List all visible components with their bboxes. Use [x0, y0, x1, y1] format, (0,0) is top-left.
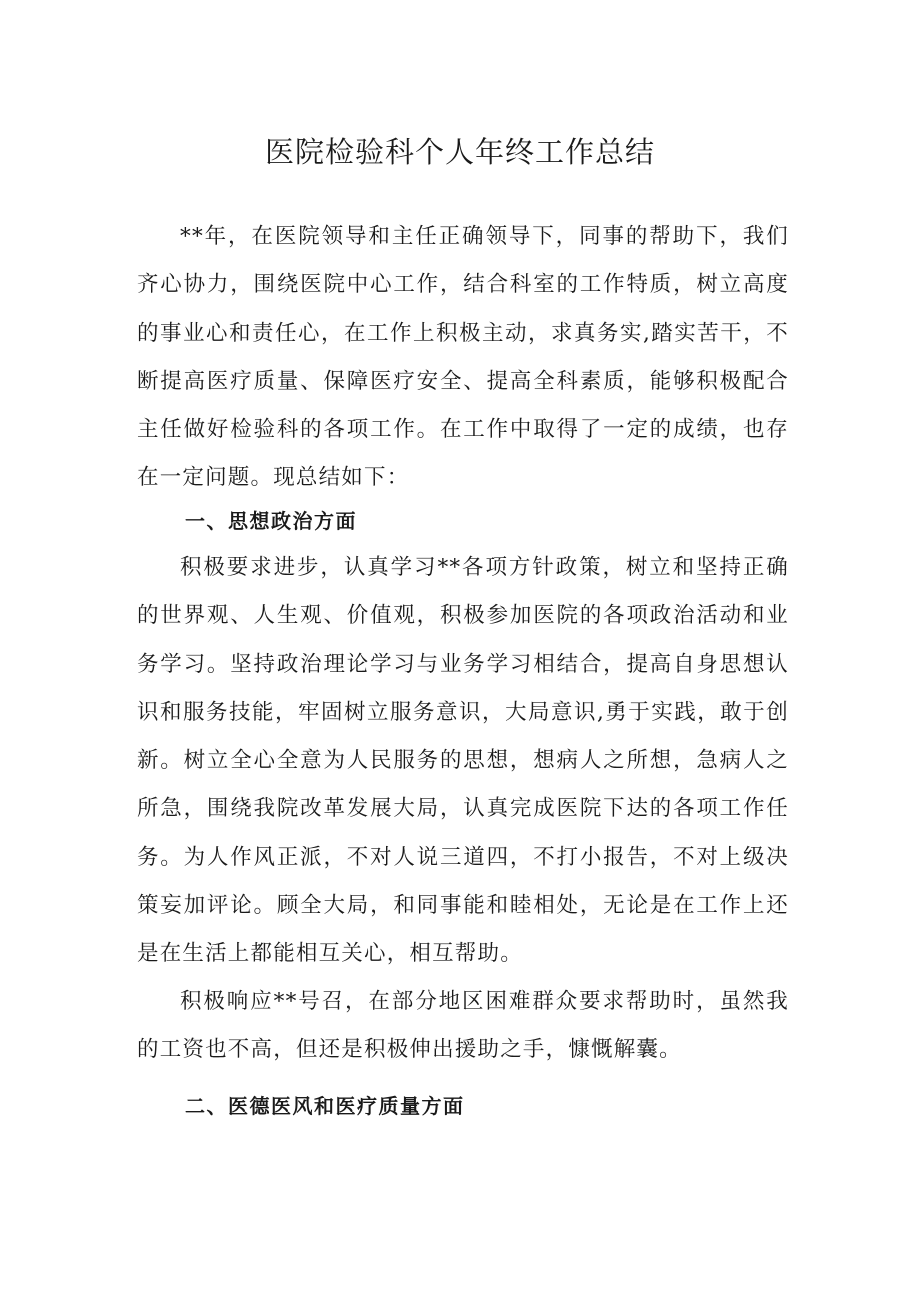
section-1-paragraph-2: 积极响应**号召，在部分地区困难群众要求帮助时，虽然我的工资也不高，但还是积极伸出援助之手，慷慨解囊。 — [137, 989, 789, 1063]
intro-paragraph: **年，在医院领导和主任正确领导下，同事的帮助下，我们齐心协力，围绕医院中心工作，结合科室的工作特质，树立高度的事业心和责任心，在工作上积极主动，求真务实,踏实苦干，不断提高医疗质量、保障医疗安全、提高全科素质，能够积极配合主任做好检验科的各项工作。在工作中取得了一定的成绩，也存在一定问题。现总结如下： — [137, 224, 789, 491]
section-heading-2: 二、医德医风和医疗质量方面 — [185, 1094, 465, 1118]
section-heading-1: 一、思想政治方面 — [185, 509, 357, 533]
document-title: 医院检验科个人年终工作总结 — [264, 135, 655, 169]
section-1-paragraph-1: 积极要求进步，认真学习**各项方针政策，树立和坚持正确的世界观、人生观、价值观，积极参加医院的各项政治活动和业务学习。坚持政治理论学习与业务学习相结合，提高自身思想认识和服务技能，牢固树立服务意识，大局意识,勇于实践，敢于创新。树立全心全意为人民服务的思想，想病人之所想，急病人之所急，围绕我院改革发展大局，认真完成医院下达的各项工作任务。为人作风正派，不对人说三道四，不打小报告，不对上级决策妄加评论。顾全大局，和同事能和睦相处，无论是在工作上还是在生活上都能相互关心，相互帮助。 — [137, 555, 789, 967]
